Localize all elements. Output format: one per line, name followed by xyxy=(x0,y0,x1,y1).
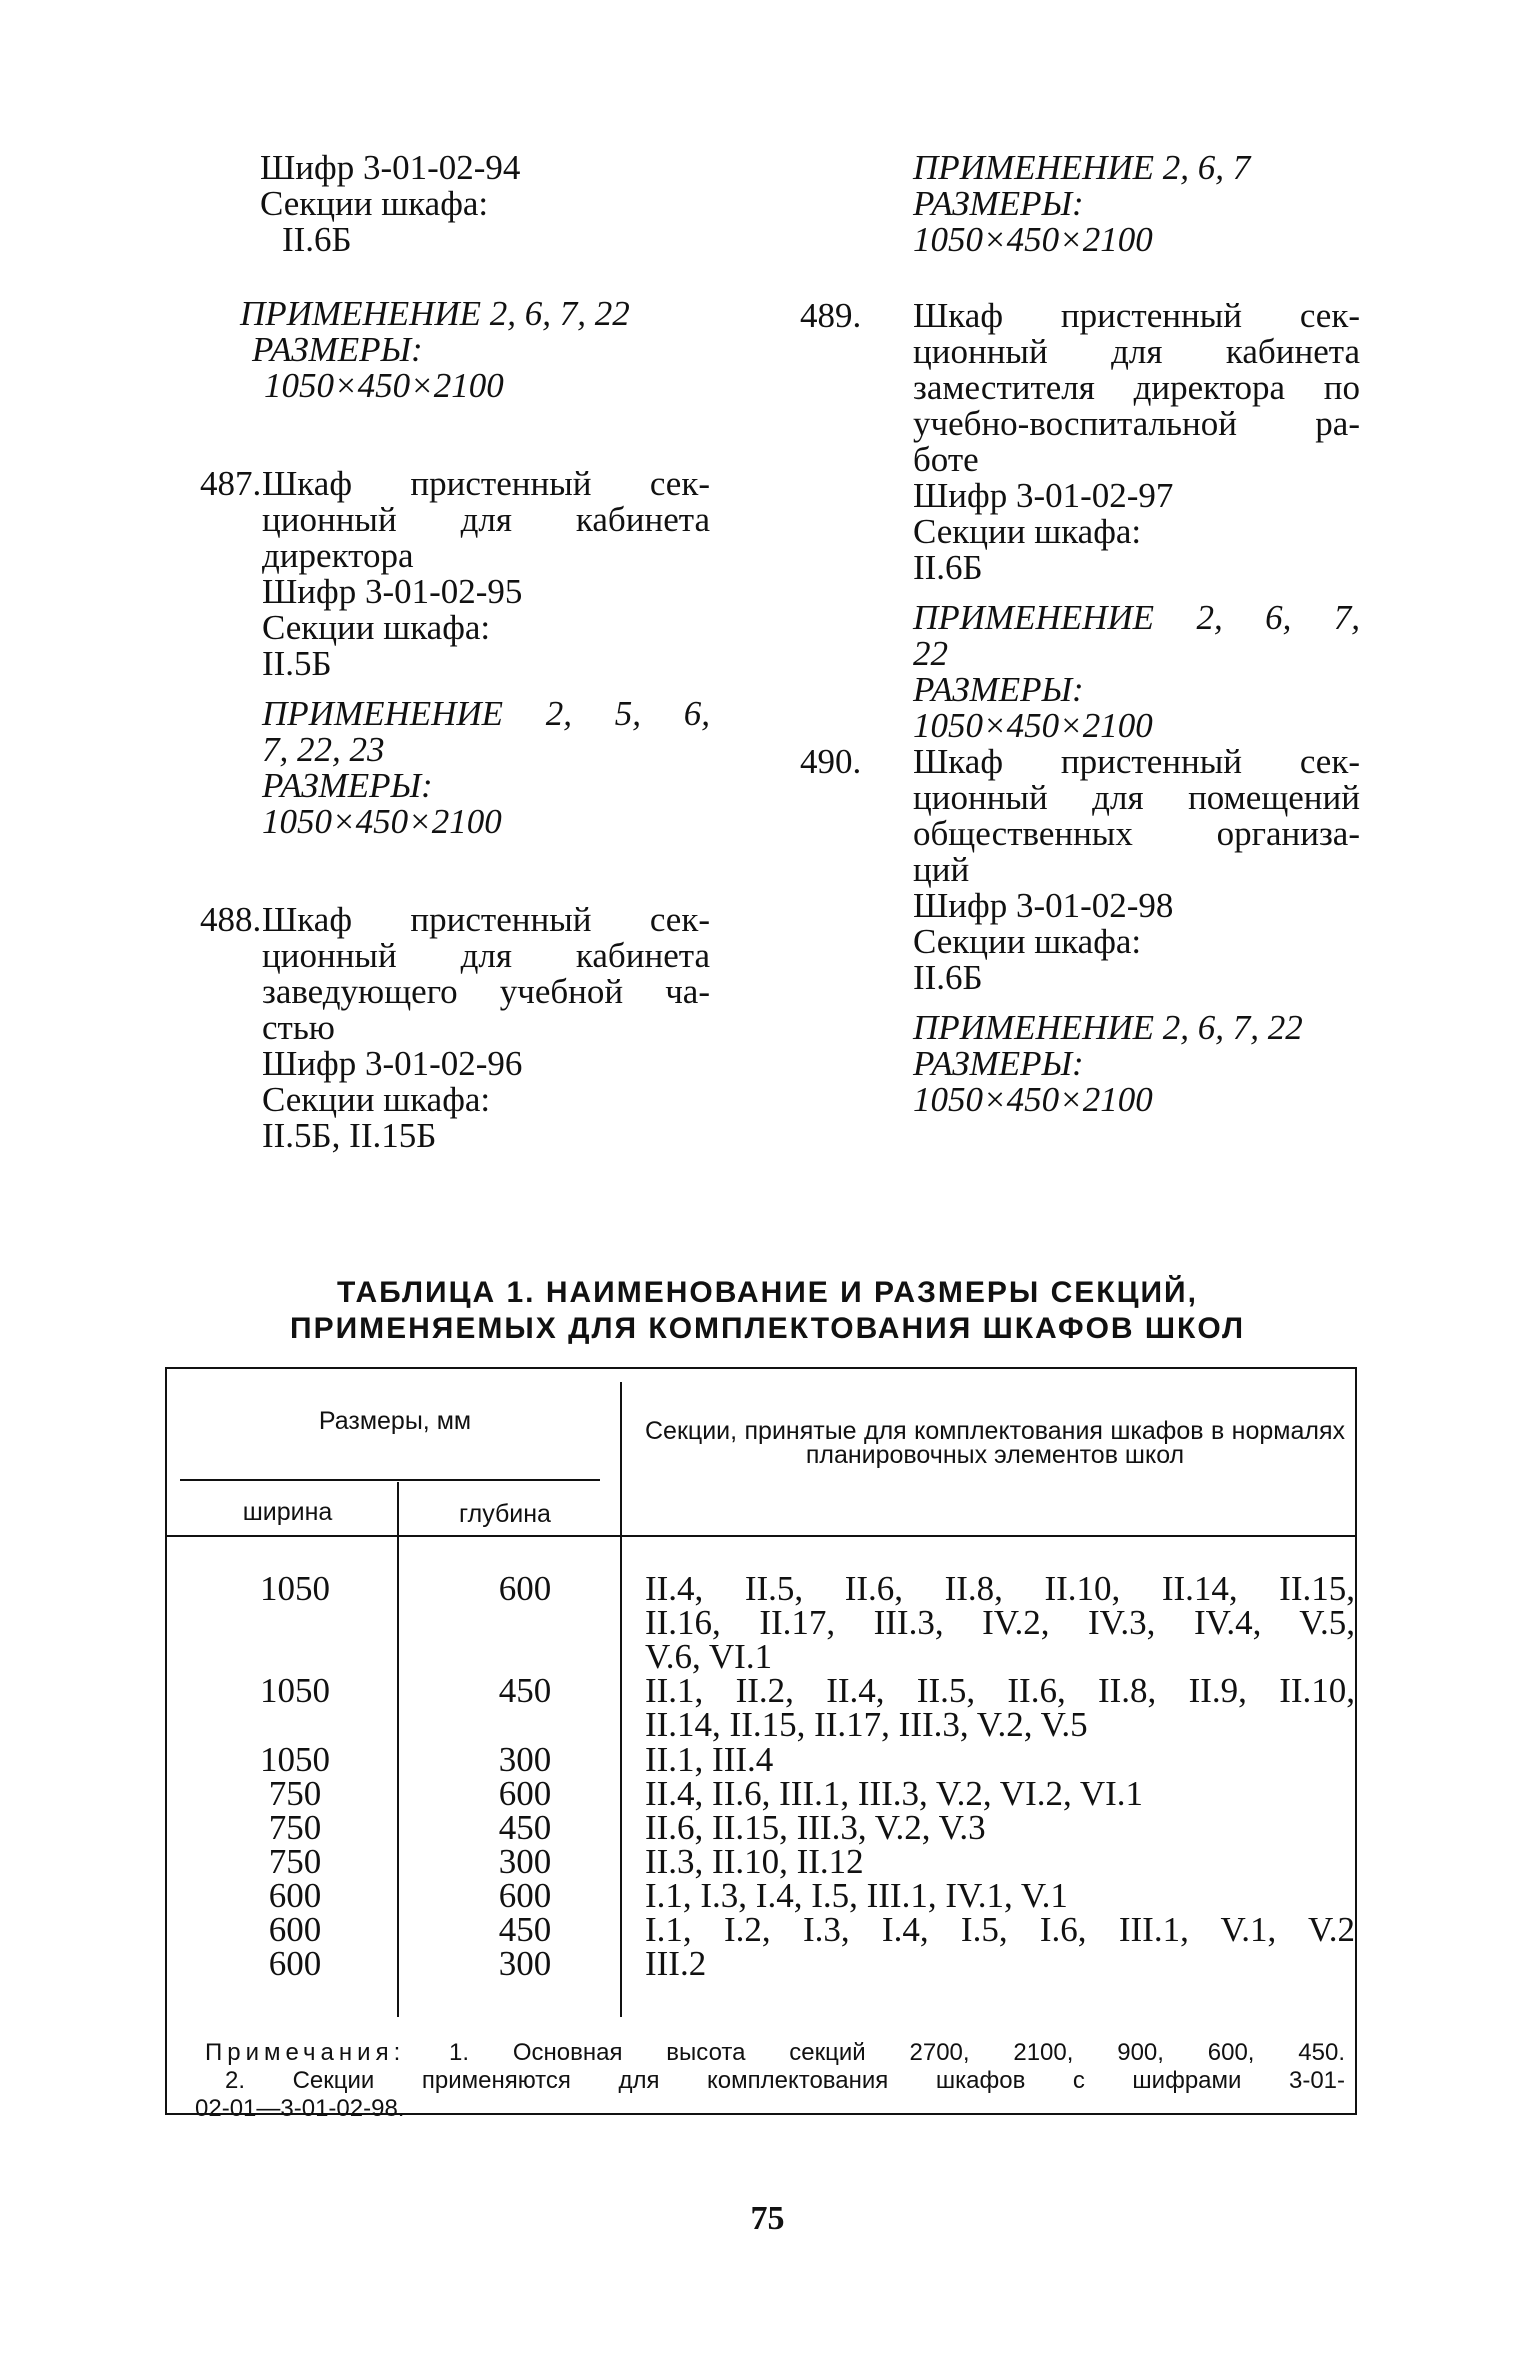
application-text: ПРИМЕНЕНИЕ 2, 6, 7, 22 xyxy=(913,1008,1303,1047)
cell-width: 600 xyxy=(268,1944,322,1983)
column-divider-depth xyxy=(397,1482,399,2017)
dimensions-label: РАЗМЕРЫ: xyxy=(262,766,433,805)
entry-title-line: ций xyxy=(913,850,970,889)
page-number: 75 xyxy=(750,2200,785,2237)
shifr-code: Шифр 3-01-02-94 xyxy=(260,148,521,187)
note-2-continued: 02-01—3-01-02-98. xyxy=(195,2095,405,2122)
entry-title-line: ционный для помещений xyxy=(913,778,1360,817)
cell-depth: 300 xyxy=(498,1944,552,1983)
cell-sections: II.6, II.15, III.3, V.2, V.3 xyxy=(645,1808,986,1847)
header-bottom-rule xyxy=(165,1535,1357,1537)
cell-width: 600 xyxy=(268,1910,322,1949)
entry-title-line: стью xyxy=(262,1008,335,1047)
catalog-entry-488 xyxy=(200,902,710,1154)
cell-width: 1050 xyxy=(260,1740,330,1779)
dimensions-value: 1050×450×2100 xyxy=(262,802,502,841)
entry-number: 489. xyxy=(800,296,862,335)
right-column xyxy=(800,150,1360,1118)
cell-sections: II.4, II.5, II.6, II.8, II.10, II.14, II.15, xyxy=(645,1569,1355,1608)
application-block xyxy=(200,296,710,404)
left-column xyxy=(200,150,710,1154)
cell-sections: II.4, II.6, III.1, III.3, V.2, VI.2, VI.1 xyxy=(645,1774,1144,1813)
catalog-entry-489 xyxy=(800,298,1360,744)
entry-title-line: директора xyxy=(262,536,414,575)
sections-label: Секции шкафа: xyxy=(913,512,1142,551)
application-text: ПРИМЕНЕНИЕ 2, 5, 6, xyxy=(262,694,710,733)
entry-title-line: ционный для кабинета xyxy=(262,500,710,539)
cell-depth: 300 xyxy=(498,1842,552,1881)
sections-value: II.6Б xyxy=(913,548,983,587)
dimensions-value: 1050×450×2100 xyxy=(913,706,1153,745)
sections-label: Секции шкафа: xyxy=(262,1080,491,1119)
cell-depth: 300 xyxy=(498,1740,552,1779)
cell-sections: V.6, VI.1 xyxy=(645,1637,773,1676)
cell-depth: 450 xyxy=(498,1808,552,1847)
dimensions-value: 1050×450×2100 xyxy=(913,1080,1153,1119)
shifr-code: Шифр 3-01-02-95 xyxy=(262,572,523,611)
sections-value: II.5Б, II.15Б xyxy=(262,1116,437,1155)
dimensions-value: 1050×450×2100 xyxy=(264,366,504,405)
cell-sections: III.2 xyxy=(645,1944,707,1983)
cell-width: 750 xyxy=(268,1808,322,1847)
cell-width: 1050 xyxy=(260,1569,330,1608)
table-top-rule xyxy=(165,1367,1357,1369)
table-right-rule xyxy=(1355,1367,1357,2115)
carryover-block xyxy=(800,150,1360,258)
application-text: ПРИМЕНЕНИЕ 2, 6, 7 xyxy=(913,148,1251,187)
dimensions-label: РАЗМЕРЫ: xyxy=(252,330,423,369)
cell-sections: II.1, II.2, II.4, II.5, II.6, II.8, II.9, II.10, xyxy=(645,1671,1355,1710)
carryover-block xyxy=(200,150,710,258)
dimensions-value: 1050×450×2100 xyxy=(913,220,1153,259)
application-text: 7, 22, 23 xyxy=(262,730,385,769)
cell-width: 1050 xyxy=(260,1671,330,1710)
cell-sections: II.1, III.4 xyxy=(645,1740,774,1779)
sections-label: Секции шкафа: xyxy=(260,184,489,223)
dimensions-label: РАЗМЕРЫ: xyxy=(913,1044,1084,1083)
entry-number: 487. xyxy=(200,464,262,503)
header-split-rule xyxy=(180,1479,600,1481)
cell-width: 750 xyxy=(268,1774,322,1813)
shifr-code: Шифр 3-01-02-96 xyxy=(262,1044,523,1083)
application-text: ПРИМЕНЕНИЕ 2, 6, 7, xyxy=(913,598,1360,637)
note-1: 1. Основная высота секций 2700, 2100, 900, 600, 450. xyxy=(449,2039,1345,2066)
entry-title-line: боте xyxy=(913,440,979,479)
entry-title-line: заведующего учебной ча- xyxy=(262,972,710,1011)
header-depth: глубина xyxy=(459,1500,551,1528)
entry-title-line: Шкаф пристенный сек- xyxy=(913,742,1360,781)
entry-title-line: ционный для кабинета xyxy=(913,332,1360,371)
entry-title-line: учебно-воспитальной ра- xyxy=(913,404,1360,443)
table-title-line: ПРИМЕНЯЕМЫХ ДЛЯ КОМПЛЕКТОВАНИЯ ШКАФОВ ШКОЛ xyxy=(290,1312,1245,1345)
sections-value: II.5Б xyxy=(262,644,332,683)
cell-sections: II.3, II.10, II.12 xyxy=(645,1842,864,1881)
entry-title-line: Шкаф пристенный сек- xyxy=(262,900,710,939)
cell-depth: 450 xyxy=(498,1910,552,1949)
entry-number: 490. xyxy=(800,742,862,781)
cell-depth: 600 xyxy=(498,1569,552,1608)
cell-width: 600 xyxy=(268,1876,322,1915)
application-text: ПРИМЕНЕНИЕ 2, 6, 7, 22 xyxy=(240,294,630,333)
entry-title-line: Шкаф пристенный сек- xyxy=(913,296,1360,335)
cell-sections: I.1, I.3, I.4, I.5, III.1, IV.1, V.1 xyxy=(645,1876,1068,1915)
cell-sections: I.1, I.2, I.3, I.4, I.5, I.6, III.1, V.1, V.2 xyxy=(645,1910,1355,1949)
entry-title-line: Шкаф пристенный сек- xyxy=(262,464,710,503)
table-title-line: ТАБЛИЦА 1. НАИМЕНОВАНИЕ И РАЗМЕРЫ СЕКЦИЙ, xyxy=(337,1276,1198,1309)
application-text: 22 xyxy=(913,634,948,673)
cell-sections: II.16, II.17, III.3, IV.2, IV.3, IV.4, V.5, xyxy=(645,1603,1355,1642)
cell-sections: II.14, II.15, II.17, III.3, V.2, V.5 xyxy=(645,1705,1088,1744)
header-sections: Секции, принятые для комплектования шкафов в нормалях планировочных элементов школ xyxy=(645,1417,1345,1469)
catalog-entry-490 xyxy=(800,744,1360,1118)
sections-label: Секции шкафа: xyxy=(913,922,1142,961)
header-width: ширина xyxy=(242,1498,333,1526)
sections-value: II.6Б xyxy=(282,220,352,259)
entry-title-line: общественных организа- xyxy=(913,814,1360,853)
dimensions-label: РАЗМЕРЫ: xyxy=(913,184,1084,223)
entry-number: 488. xyxy=(200,900,262,939)
table-title xyxy=(160,1275,1375,1347)
cell-depth: 600 xyxy=(498,1774,552,1813)
cell-depth: 450 xyxy=(498,1671,552,1710)
dimensions-label: РАЗМЕРЫ: xyxy=(913,670,1084,709)
notes-label: Примечания: xyxy=(205,2039,406,2066)
entry-title-line: заместителя директора по xyxy=(913,368,1360,407)
cell-width: 750 xyxy=(268,1842,322,1881)
table-notes xyxy=(195,2039,1345,2123)
note-2: 2. Секции применяются для комплектования шкафов с шифрами 3-01- xyxy=(225,2067,1345,2094)
shifr-code: Шифр 3-01-02-98 xyxy=(913,886,1174,925)
header-sizes: Размеры, мм xyxy=(318,1407,472,1435)
sections-value: II.6Б xyxy=(913,958,983,997)
shifr-code: Шифр 3-01-02-97 xyxy=(913,476,1174,515)
sections-label: Секции шкафа: xyxy=(262,608,491,647)
sections-table xyxy=(165,1367,1357,2122)
entry-title-line: ционный для кабинета xyxy=(262,936,710,975)
catalog-entry-487 xyxy=(200,466,710,840)
table-left-rule xyxy=(165,1367,167,2115)
cell-depth: 600 xyxy=(498,1876,552,1915)
